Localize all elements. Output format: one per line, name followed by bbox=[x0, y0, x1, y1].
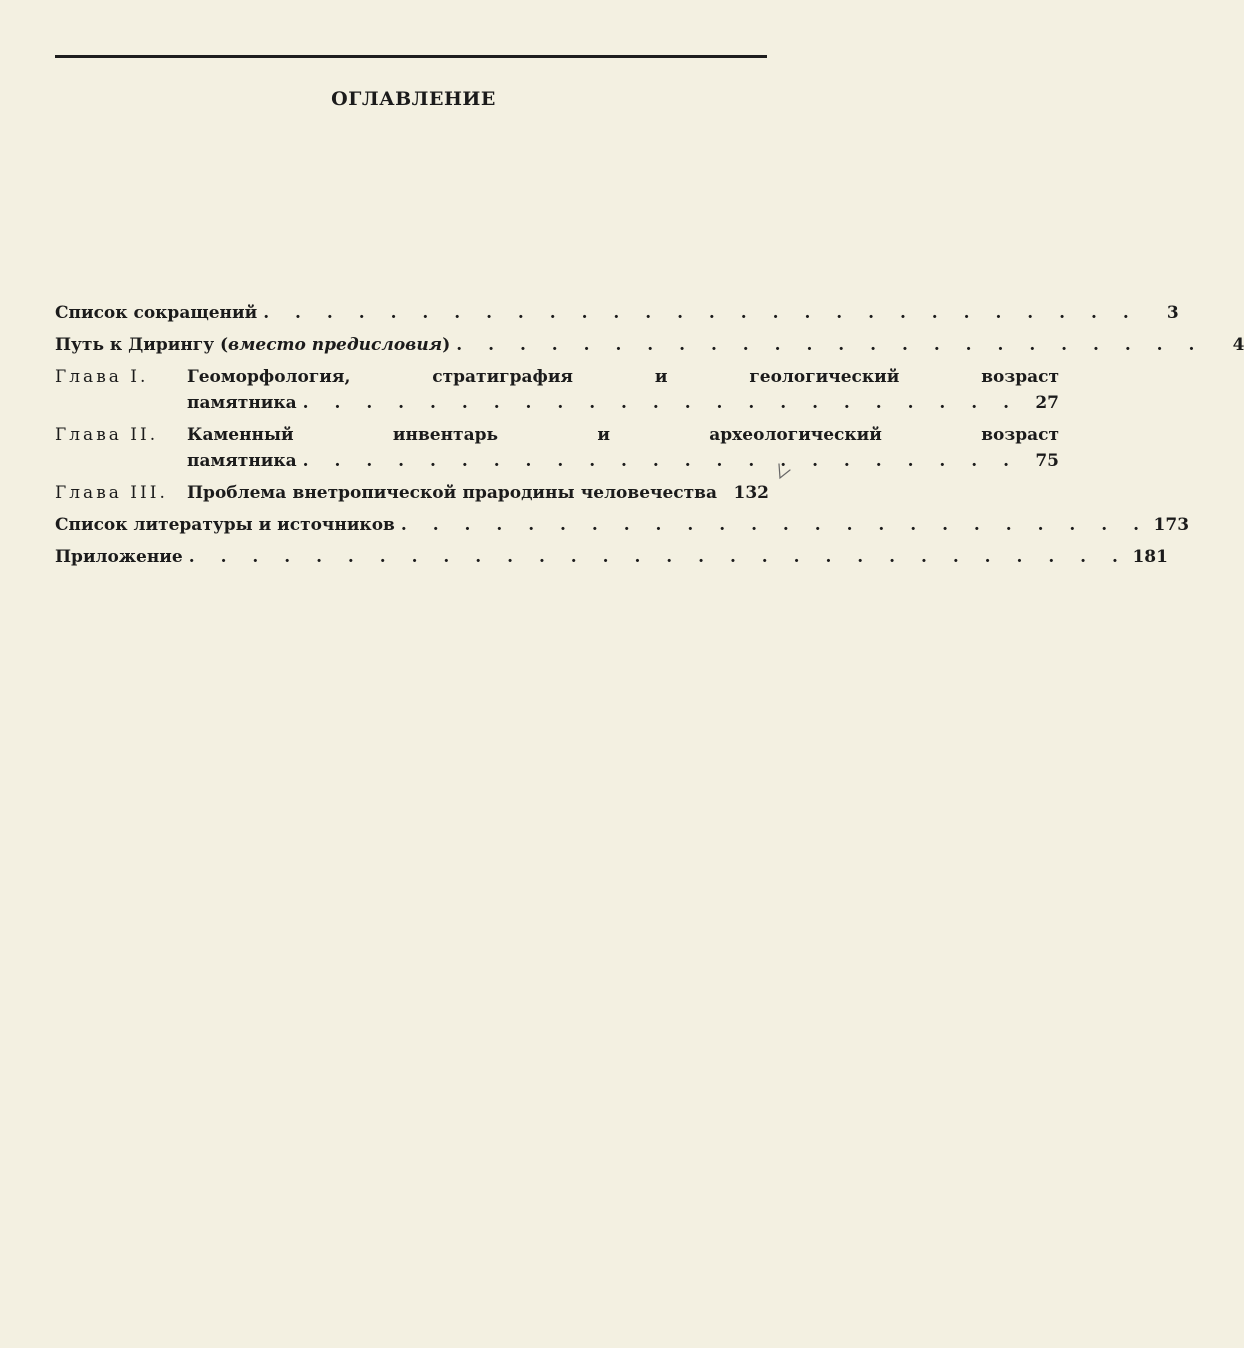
toc-page-number: 3 bbox=[1166, 303, 1179, 323]
toc-entry-abbreviations[interactable] bbox=[55, 300, 1179, 326]
leader-dots: . . . . . . . . . . . . . . . . . . . . . . . . . . . . bbox=[263, 303, 1139, 323]
toc-page-number: 173 bbox=[1153, 515, 1190, 535]
chapter-number: Глава I. bbox=[55, 367, 149, 387]
leader-dots: . . . . . . . . . . . . . . . . . . . . . . . bbox=[302, 451, 1020, 471]
leader-dots: . . . . . . . . . . . . . . . . . . . . . . . . bbox=[456, 335, 1205, 355]
table-of-contents bbox=[55, 300, 1244, 570]
page-title: ОГЛАВЛЕНИЕ bbox=[331, 88, 496, 110]
chapter-title-line: Каменный инвентарь и археологический возраст bbox=[187, 425, 1060, 445]
toc-page-number: 132 bbox=[733, 483, 769, 503]
chapter-title-line: памятника bbox=[187, 451, 297, 471]
chapter-title-line: Проблема внетропической прародины человечества bbox=[187, 483, 717, 503]
pencil-checkmark-icon bbox=[776, 460, 792, 482]
chapter-number: Глава III. bbox=[55, 483, 168, 503]
toc-entry-label: Приложение bbox=[55, 547, 183, 567]
toc-entry-bibliography[interactable] bbox=[55, 512, 1190, 538]
toc-entry-label: Список сокращений bbox=[55, 303, 258, 323]
toc-entry-path-to-diring[interactable] bbox=[55, 332, 1244, 358]
leader-dots: . . . . . . . . . . . . . . . . . . . . . . . bbox=[302, 393, 1020, 413]
chapter-number: Глава II. bbox=[55, 425, 159, 445]
toc-entry-chapter-1[interactable] bbox=[55, 364, 1060, 416]
leader-dots: . . . . . . . . . . . . . . . . . . . . . . . . bbox=[400, 515, 1150, 535]
chapter-title-line: памятника bbox=[187, 393, 297, 413]
toc-page-number: 4 bbox=[1232, 335, 1244, 355]
toc-page-number: 75 bbox=[1035, 451, 1060, 471]
toc-entry-label: Путь к Дирингу (вместо предисловия) bbox=[55, 335, 451, 355]
toc-entry-label: Список литературы и источников bbox=[55, 515, 395, 535]
toc-page-number: 27 bbox=[1035, 393, 1060, 413]
chapter-title-line: Геоморфология, стратиграфия и геологический возраст bbox=[187, 367, 1060, 387]
top-rule bbox=[55, 55, 767, 58]
leader-dots: . . . . . . . . . . . . . . . . . . . . . . . . . . . . . . bbox=[188, 547, 1128, 567]
toc-entry-appendix[interactable] bbox=[55, 544, 1168, 570]
toc-entry-chapter-3[interactable] bbox=[55, 480, 769, 506]
toc-entry-chapter-2[interactable] bbox=[55, 422, 1060, 474]
toc-page-number: 181 bbox=[1132, 547, 1168, 567]
